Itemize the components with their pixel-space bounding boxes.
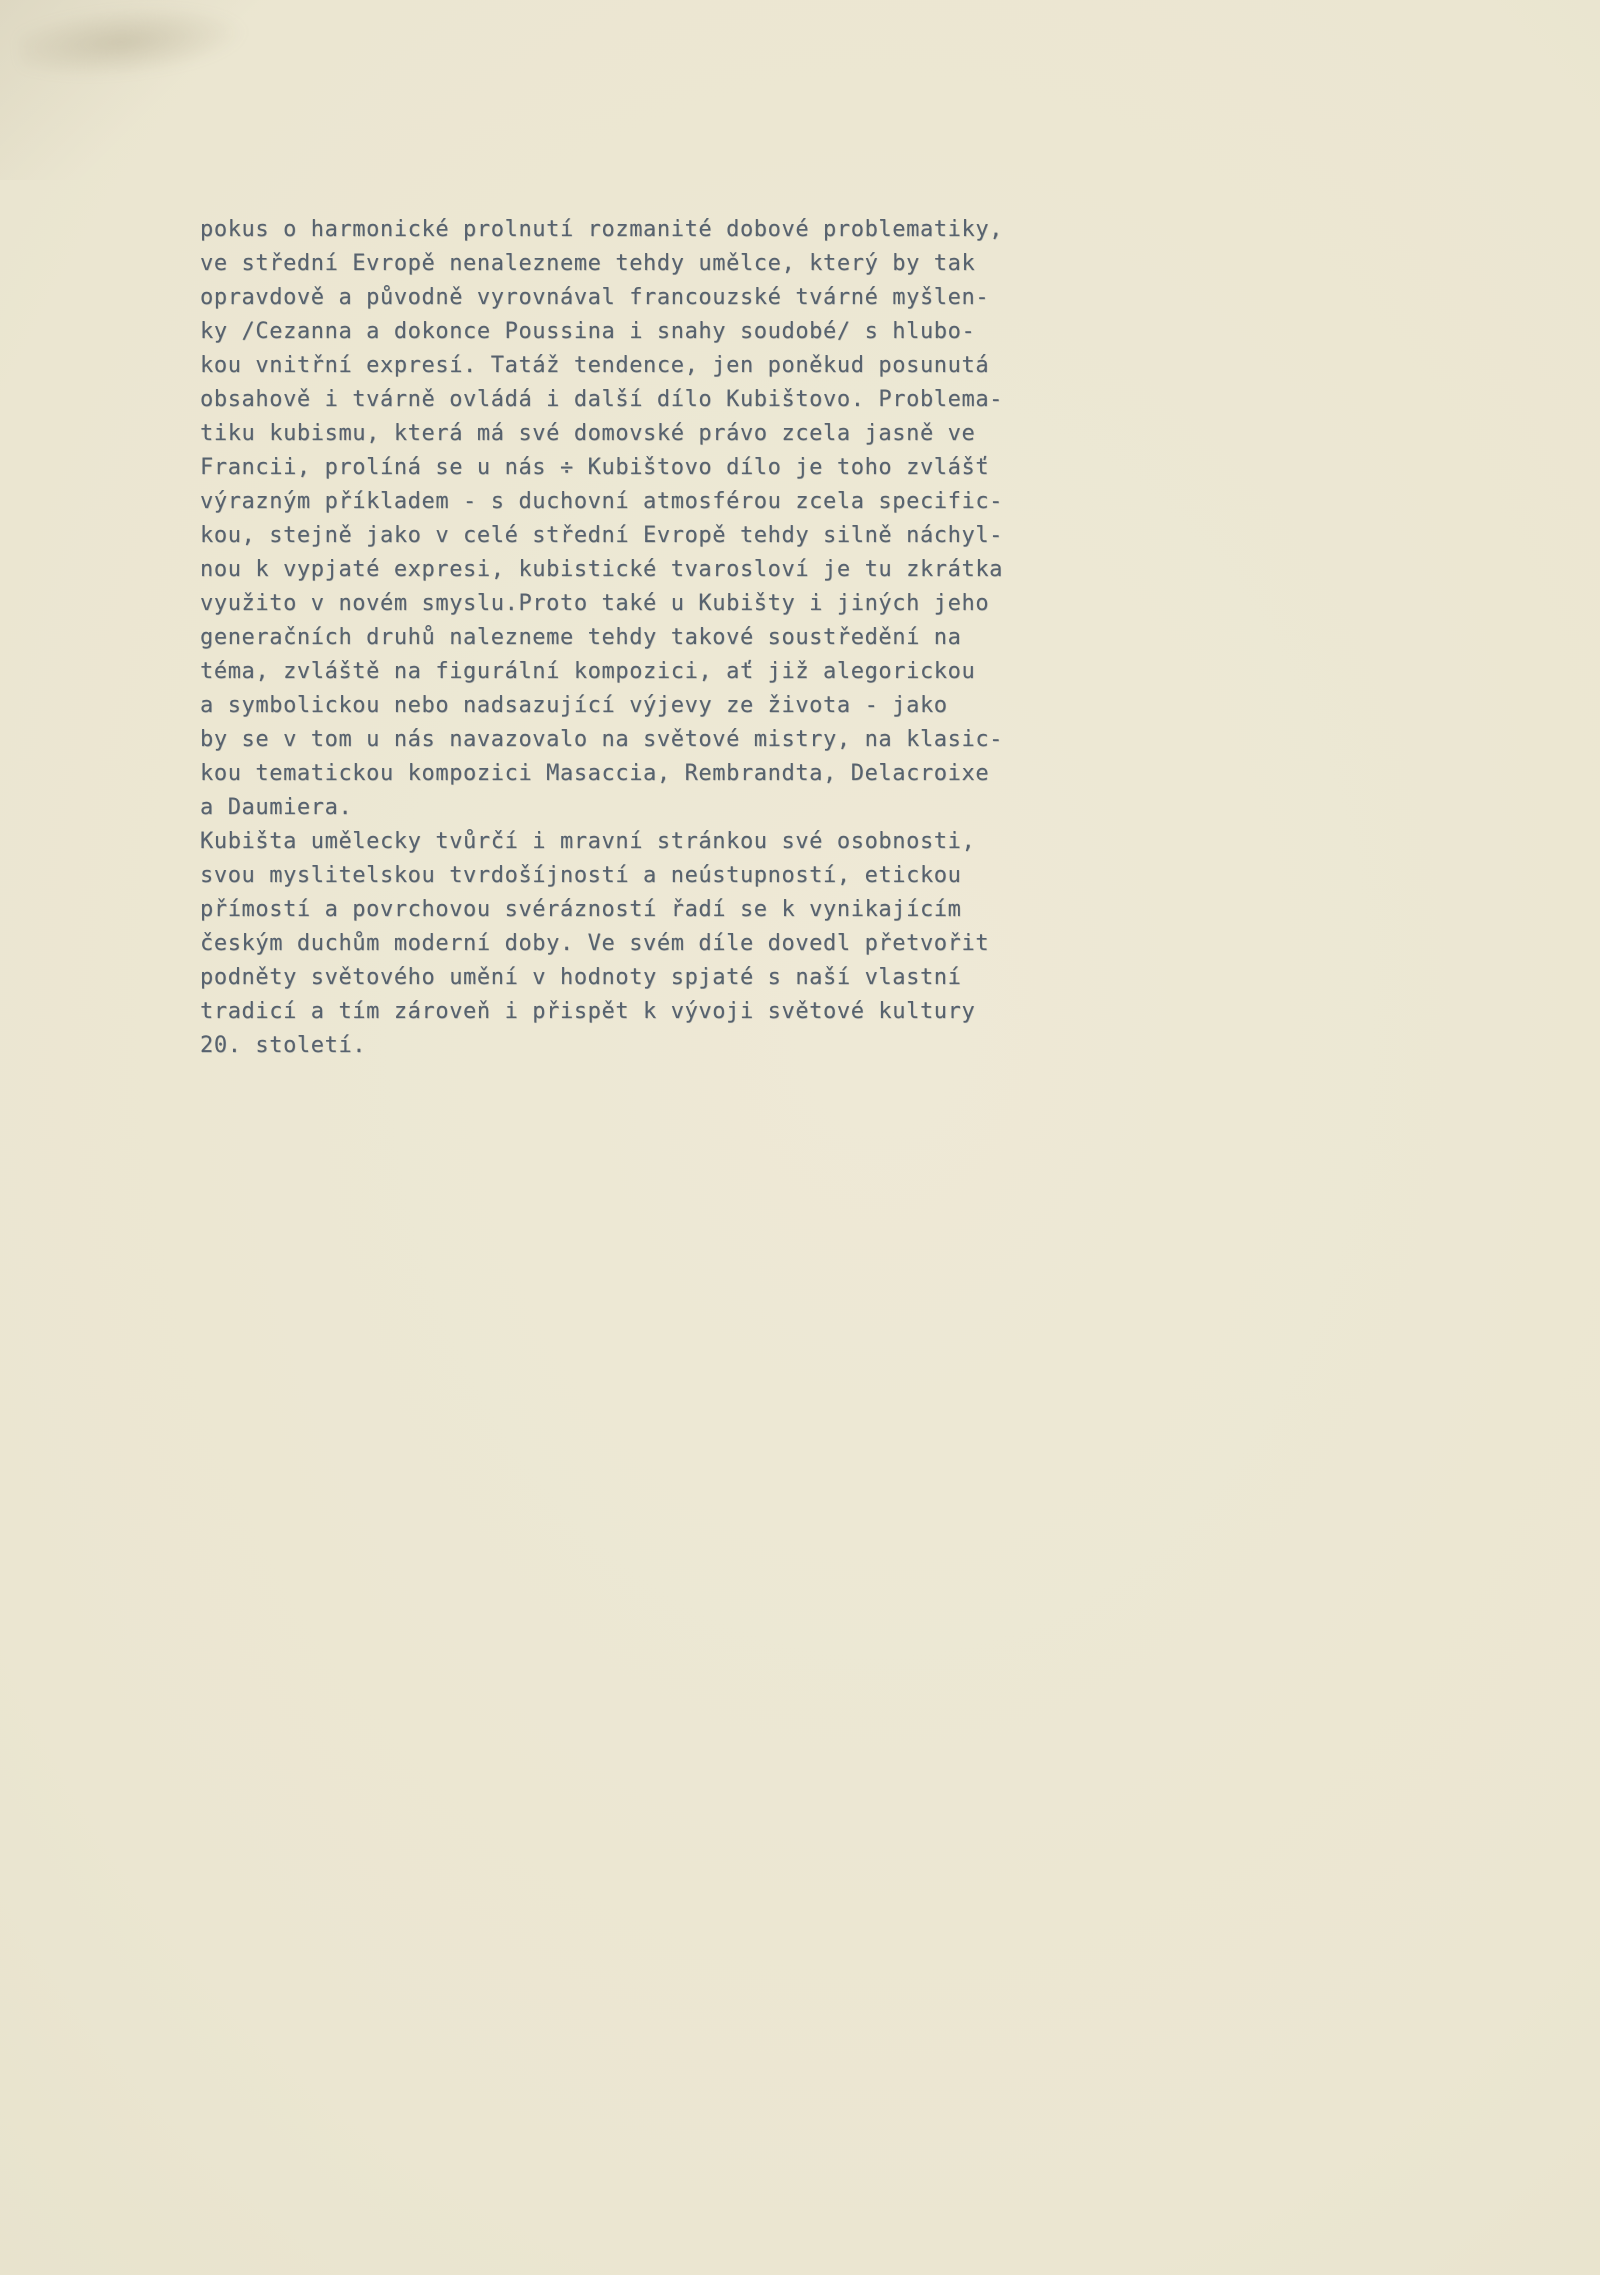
text-line: nou k vypjaté expresi, kubistické tvarosloví je tu zkrátka bbox=[200, 557, 1004, 582]
text-line: kou, stejně jako v celé střední Evropě tehdy silně náchyl- bbox=[200, 523, 1004, 548]
text-line: Francii, prolíná se u nás ÷ Kubištovo dílo je toho zvlášť bbox=[200, 455, 990, 480]
text-line: by se v tom u nás navazovalo na světové mistry, na klasic- bbox=[200, 727, 1004, 752]
text-line: 20. století. bbox=[200, 1033, 367, 1058]
text-line: pokus o harmonické prolnutí rozmanité dobové problematiky, bbox=[200, 217, 1004, 242]
text-line: ky /Cezanna a dokonce Poussina i snahy soudobé/ s hlubo- bbox=[200, 319, 976, 344]
text-line: a Daumiera. bbox=[200, 795, 353, 820]
text-line: českým duchům moderní doby. Ve svém díle dovedl přetvořit bbox=[200, 931, 990, 956]
typewritten-text-block bbox=[200, 213, 1180, 1063]
text-line: přímostí a povrchovou svérázností řadí se k vynikajícím bbox=[200, 897, 962, 922]
text-line: tiku kubismu, která má své domovské právo zcela jasně ve bbox=[200, 421, 976, 446]
text-line: obsahově i tvárně ovládá i další dílo Kubištovo. Problema- bbox=[200, 387, 1004, 412]
text-line: kou vnitřní expresí. Tatáž tendence, jen poněkud posunutá bbox=[200, 353, 990, 378]
text-line: opravdově a původně vyrovnával francouzské tvárné myšlen- bbox=[200, 285, 990, 310]
text-line: tradicí a tím zároveň i přispět k vývoji světové kultury bbox=[200, 999, 976, 1024]
text-line: a symbolickou nebo nadsazující výjevy ze života - jako bbox=[200, 693, 948, 718]
text-line: téma, zvláště na figurální kompozici, ať již alegorickou bbox=[200, 659, 976, 684]
text-line: ve střední Evropě nenalezneme tehdy umělce, který by tak bbox=[200, 251, 976, 276]
text-line: podněty světového umění v hodnoty spjaté s naší vlastní bbox=[200, 965, 962, 990]
paper-smudge bbox=[15, 0, 250, 86]
text-line: výrazným příkladem - s duchovní atmosférou zcela specific- bbox=[200, 489, 1004, 514]
text-line: kou tematickou kompozici Masaccia, Rembrandta, Delacroixe bbox=[200, 761, 990, 786]
text-line: svou myslitelskou tvrdošíjností a neústupností, etickou bbox=[200, 863, 962, 888]
text-line: Kubišta umělecky tvůrčí i mravní stránkou své osobnosti, bbox=[200, 829, 976, 854]
text-line: využito v novém smyslu.Proto také u Kubišty i jiných jeho bbox=[200, 591, 990, 616]
text-line: generačních druhů nalezneme tehdy takové soustředění na bbox=[200, 625, 962, 650]
